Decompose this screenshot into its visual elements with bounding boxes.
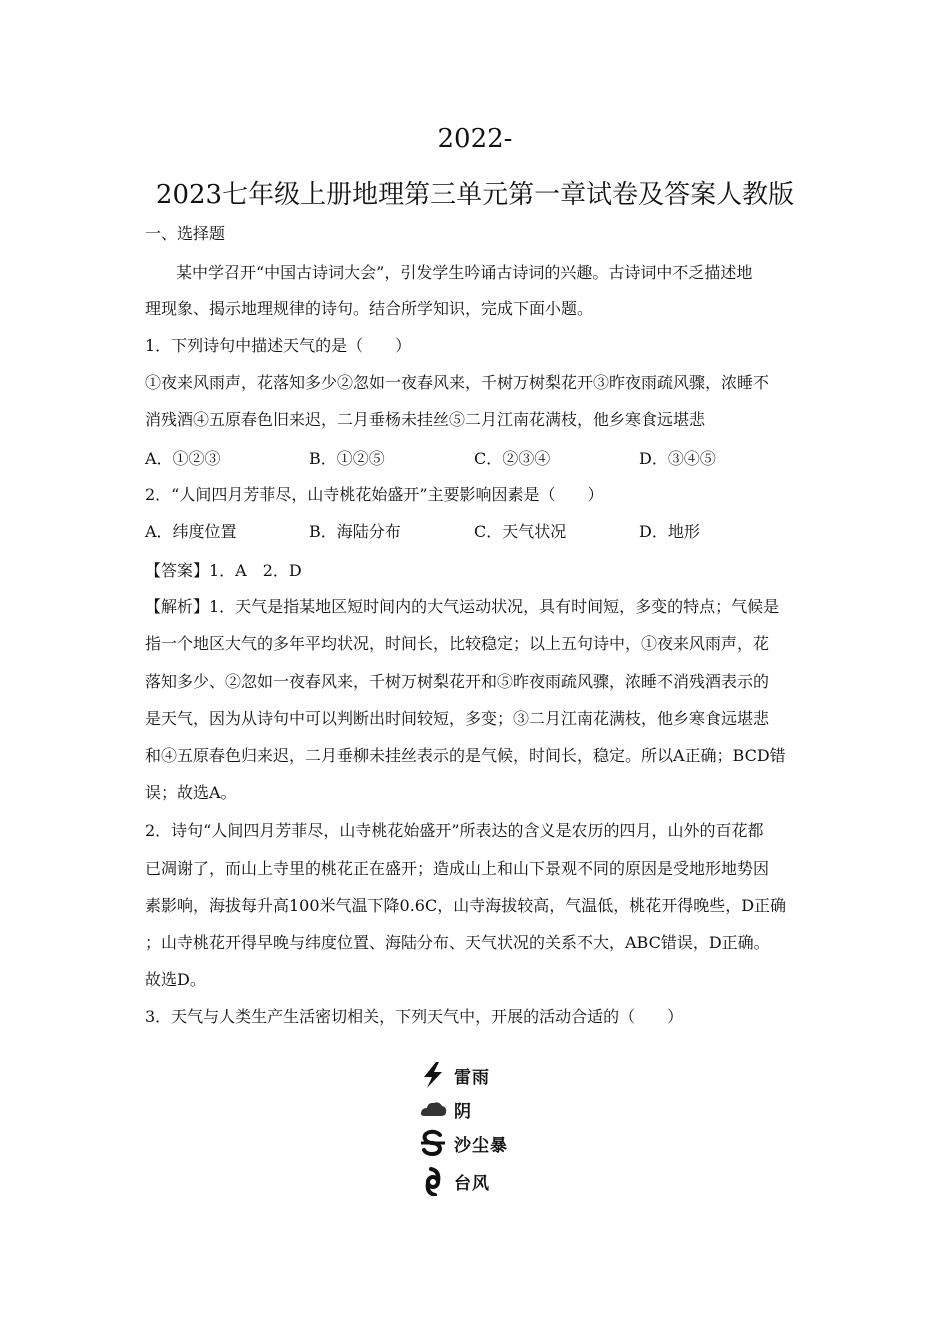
legend-item-typhoon [418, 1166, 490, 1196]
legend-label-overcast: 阴 [454, 1101, 472, 1122]
question-1-option-a: A．①②③ [145, 449, 221, 468]
legend-label-thunderstorm: 雷雨 [454, 1067, 490, 1088]
intro-line-1: 某中学召开“中国古诗词大会”，引发学生吟诵古诗词的兴趣。古诗词中不乏描述地 [176, 263, 753, 282]
answer-line: 【答案】1．A 2．D [145, 561, 302, 580]
question-3-stem: 3．天气与人类生产生活密切相关，下列天气中，开展的活动合适的（ ） [145, 1007, 684, 1026]
question-2-stem: 2．“人间四月芳菲尽，山寺桃花始盛开”主要影响因素是（ ） [145, 485, 604, 504]
question-1-option-b: B．①②⑤ [309, 449, 385, 468]
legend-label-typhoon: 台风 [454, 1173, 490, 1194]
overcast-icon [418, 1094, 448, 1124]
analysis-line: 和④五原春色归来迟，二月垂柳未挂丝表示的是气候，时间长，稳定。所以A正确；BCD错 [145, 746, 786, 765]
page-title-line-1: 2022- [437, 124, 513, 154]
question-2-option-c: C．天气状况 [474, 522, 567, 541]
analysis-line: 【解析】1．天气是指某地区短时间内的大气运动状况，具有时间短，多变的特点；气候是 [145, 597, 780, 616]
page-title-line-2: 2023七年级上册地理第三单元第一章试卷及答案人教版 [155, 180, 795, 210]
analysis-line: 已凋谢了，而山上寺里的桃花正在盛开；造成山上和山下景观不同的原因是受地形地势因 [145, 859, 770, 878]
legend-item-thunderstorm [418, 1060, 490, 1090]
question-1-stem: 1．下列诗句中描述天气的是（ ） [145, 336, 412, 355]
analysis-line: ；山寺桃花开得早晚与纬度位置、海陆分布、天气状况的关系不大，ABC错误，D正确。 [145, 933, 770, 952]
typhoon-icon [418, 1166, 448, 1196]
analysis-line: 素影响，海拔每升高100米气温下降0.6C，山寺海拔较高，气温低，桃花开得晚些，D正确 [145, 896, 787, 915]
analysis-line: 故选D。 [145, 970, 206, 989]
question-1-text-line-2: 消残酒④五原春色旧来迟，二月垂杨未挂丝⑤二月江南花满枝，他乡寒食远堪悲 [145, 410, 706, 429]
analysis-line: 是天气，因为从诗句中可以判断出时间较短，多变；③二月江南花满枝，他乡寒食远堪悲 [145, 709, 770, 728]
question-2-option-d: D．地形 [639, 522, 700, 541]
question-1-option-c: C．②③④ [474, 449, 551, 468]
sandstorm-icon [418, 1128, 448, 1158]
question-1-option-d: D．③④⑤ [639, 449, 716, 468]
question-1-text-line-1: ①夜来风雨声，花落知多少②忽如一夜春风来，千树万树梨花开③昨夜雨疏风骤，浓睡不 [145, 373, 770, 392]
intro-line-2: 理现象、揭示地理规律的诗句。结合所学知识，完成下面小题。 [145, 299, 594, 318]
legend-label-sandstorm: 沙尘暴 [454, 1135, 508, 1156]
analysis-line: 落知多少、②忽如一夜春风来，千树万树梨花开和⑤昨夜雨疏风骤，浓睡不消残酒表示的 [145, 672, 770, 691]
section-heading: 一、选择题 [145, 224, 226, 243]
thunderstorm-icon [418, 1060, 448, 1090]
question-2-option-b: B．海陆分布 [309, 522, 401, 541]
legend-item-overcast [418, 1094, 472, 1124]
legend-item-sandstorm [418, 1128, 508, 1158]
analysis-line: 误；故选A。 [145, 783, 237, 802]
question-2-option-a: A．纬度位置 [145, 522, 237, 541]
analysis-line: 指一个地区大气的多年平均状况，时间长，比较稳定；以上五句诗中，①夜来风雨声，花 [145, 634, 770, 653]
analysis-line: 2．诗句“人间四月芳菲尽，山寺桃花始盛开”所表达的含义是农历的四月，山外的百花都 [145, 821, 764, 840]
